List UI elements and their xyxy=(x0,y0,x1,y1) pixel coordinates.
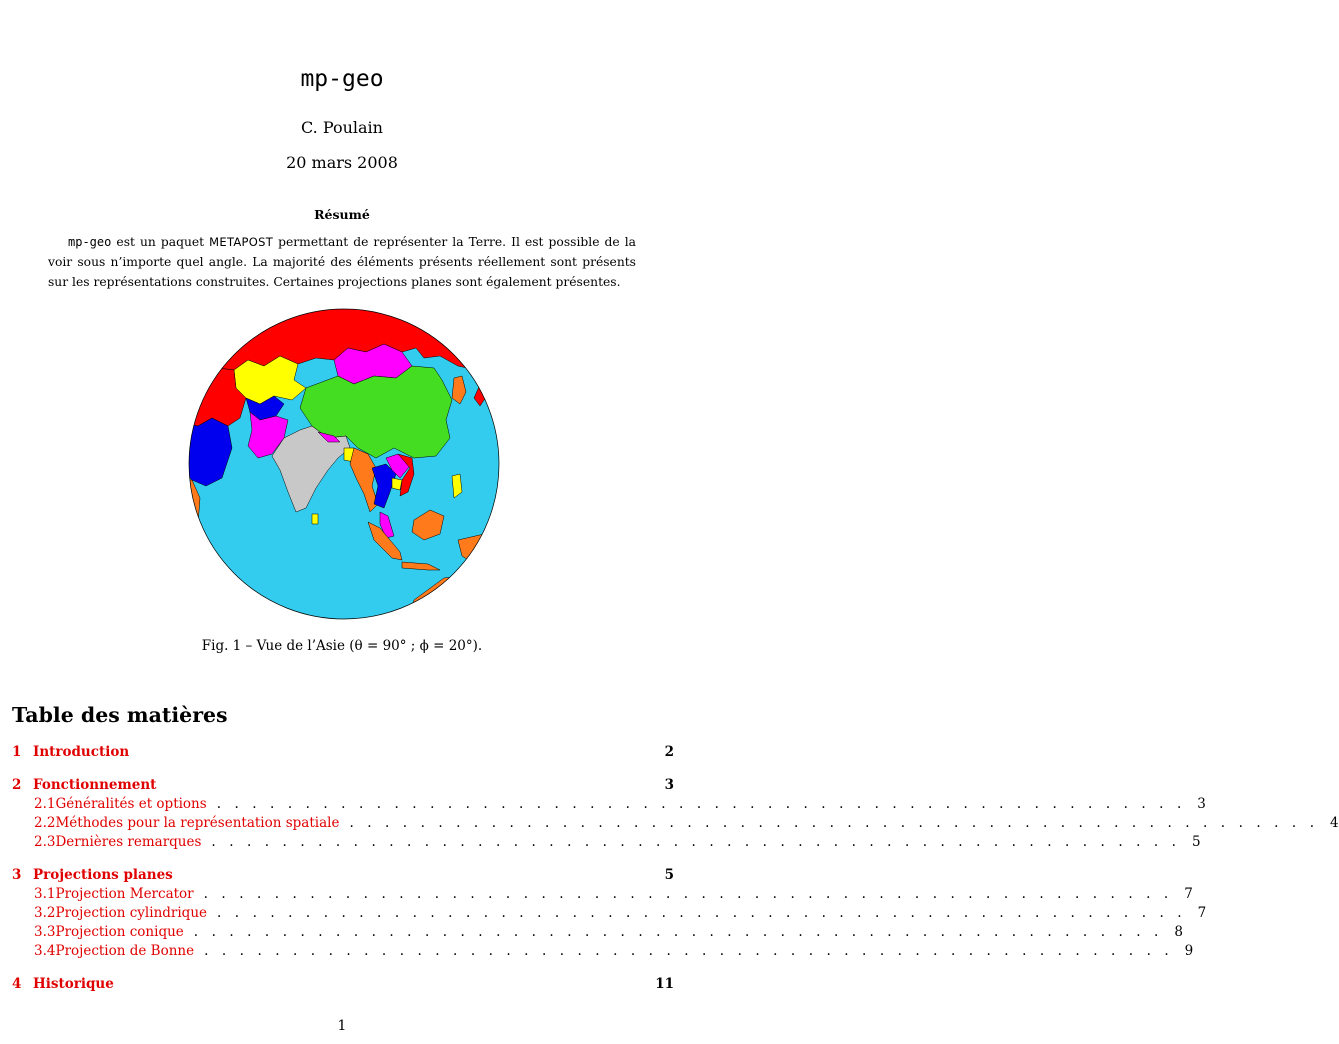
toc-number: 2.2 xyxy=(34,815,56,831)
toc-section-projections[interactable] xyxy=(12,867,674,887)
toc-leader: . . . . . . . . . . . . . . . . . . . . . . . . . . . . . . . . . . . . . . . . . . . . . . . . . . . . . . . xyxy=(217,905,1187,921)
toc-number: 4 xyxy=(12,976,22,992)
toc-leader: . . . . . . . . . . . . . . . . . . . . . . . . . . . . . . . . . . . . . . . . . . . . . . . . . . . . . . . xyxy=(204,943,1174,959)
page-number: 1 xyxy=(337,1018,347,1034)
toc-page: 7 xyxy=(1184,886,1193,902)
toc-subsection-methodes[interactable] xyxy=(12,815,1339,835)
toc-subsection-mercator[interactable] xyxy=(12,886,1193,906)
package-name: mp-geo xyxy=(68,235,112,249)
toc-number: 3 xyxy=(12,867,22,883)
toc-page: 9 xyxy=(1184,943,1194,959)
toc-leader: . . . . . . . . . . . . . . . . . . . . . . . . . . . . . . . . . . . . . . . . . . . . . . . . . . . . . . . xyxy=(349,815,1319,831)
toc-number: 3.1 xyxy=(34,886,56,902)
toc-link[interactable]: Projections planes xyxy=(33,867,173,883)
abstract-part-1: est un paquet xyxy=(111,235,210,249)
toc-link[interactable]: Dernières remarques xyxy=(55,834,202,850)
toc-number: 3.4 xyxy=(34,943,56,959)
figure-caption-text: Vue de l’Asie (θ = 90° ; ϕ = 20°). xyxy=(256,638,483,654)
toc-subsection-conique[interactable] xyxy=(12,924,1183,944)
toc-page: 7 xyxy=(1197,905,1207,921)
document-author: C. Poulain xyxy=(301,118,383,137)
toc-page: 4 xyxy=(1330,815,1339,831)
toc-page: 3 xyxy=(664,777,674,793)
toc-section-fonctionnement[interactable] xyxy=(12,777,674,797)
toc-number: 1 xyxy=(12,744,22,760)
toc-page: 8 xyxy=(1174,924,1183,940)
asia-globe-figure xyxy=(188,308,500,620)
toc-link[interactable]: Projection de Bonne xyxy=(55,943,195,959)
metapost-name: METAPOST xyxy=(209,235,274,249)
toc-leader: . . . . . . . . . . . . . . . . . . . . . . . . . . . . . . . . . . . . . . . . . . . . . . . . . . . . . . . xyxy=(203,886,1173,902)
toc-subsection-cylindrique[interactable] xyxy=(12,905,1207,925)
toc-number: 2.1 xyxy=(34,796,56,812)
cambodia-region xyxy=(392,478,402,490)
document-title: mp-geo xyxy=(300,66,384,92)
toc-number: 3.3 xyxy=(34,924,56,940)
toc-section-historique[interactable] xyxy=(12,976,674,996)
abstract-part-2: permettant de représenter la Terre. Il est possible de la voir sous n’importe quel angle. La majorité des éléments présents réellement sont présents sur les représentations construites. Certaines projections planes sont également présentes. xyxy=(48,235,636,289)
toc-link[interactable]: Généralités et options xyxy=(55,796,207,812)
toc-leader: . . . . . . . . . . . . . . . . . . . . . . . . . . . . . . . . . . . . . . . . . . . . . . . . . . . . . . . xyxy=(216,796,1186,812)
toc-leader: . . . . . . . . . . . . . . . . . . . . . . . . . . . . . . . . . . . . . . . . . . . . . . . . . . . . . . . xyxy=(211,834,1181,850)
toc-page: 2 xyxy=(664,744,674,760)
toc-page: 3 xyxy=(1197,796,1206,812)
toc-page: 11 xyxy=(655,976,674,992)
toc-subsection-bonne[interactable] xyxy=(12,943,1194,963)
toc-link[interactable]: Introduction xyxy=(33,744,130,760)
abstract-text xyxy=(48,232,636,292)
toc-leader: . . . . . . . . . . . . . . . . . . . . . . . . . . . . . . . . . . . . . . . . . . . . . . . . . . . . . . . xyxy=(193,924,1163,940)
toc-subsection-dernieres[interactable] xyxy=(12,834,1201,854)
toc-section-introduction[interactable] xyxy=(12,744,674,764)
toc-number: 3.2 xyxy=(34,905,56,921)
toc-number: 2.3 xyxy=(34,834,56,850)
toc-subsection-generalites[interactable] xyxy=(12,796,1206,816)
figure-caption-prefix: Fig. 1 – xyxy=(201,638,257,654)
toc-link[interactable]: Fonctionnement xyxy=(33,777,157,793)
toc-heading: Table des matières xyxy=(12,703,228,727)
toc-page: 5 xyxy=(1191,834,1201,850)
toc-page: 5 xyxy=(664,867,674,883)
toc-link[interactable]: Historique xyxy=(33,976,114,992)
toc-link[interactable]: Méthodes pour la représentation spatiale xyxy=(55,815,340,831)
toc-link[interactable]: Projection Mercator xyxy=(55,886,194,902)
toc-number: 2 xyxy=(12,777,22,793)
toc-link[interactable]: Projection conique xyxy=(55,924,184,940)
figure-caption xyxy=(0,638,684,654)
abstract-heading: Résumé xyxy=(314,207,370,222)
srilanka-region xyxy=(312,514,318,524)
document-date: 20 mars 2008 xyxy=(286,153,398,172)
toc-link[interactable]: Projection cylindrique xyxy=(55,905,207,921)
